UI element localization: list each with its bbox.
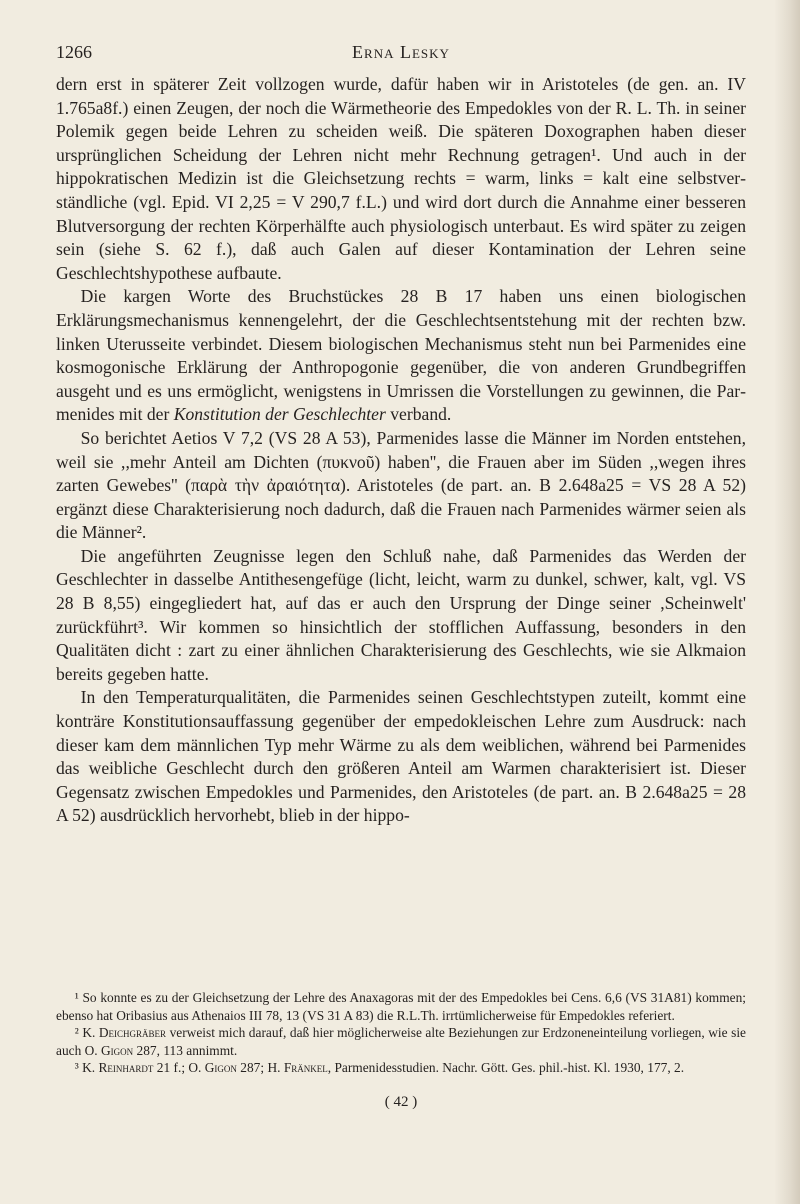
paragraph-3: So berichtet Aetios V 7,2 (VS 28 A 53), Parmenides lasse die Männer im Norden entstehen, weil sie ,,mehr Anteil am Dichten (πυκνοῦ) haben'', die Frauen aber im Süden ,,wegen ihres zarten Gewebes'' (παρὰ τὴν ἀραιότητα). Aristoteles (de part. an. B 2.648a25 = VS 28 A 52) ergänzt diese Charakterisierung noch dadurch, daß die Frauen nach Parmenides wärmer seien als die Männer². bbox=[56, 427, 746, 543]
paragraph-5: In den Temperaturqualitäten, die Parmenides seinen Geschlechtstypen zuteilt, kommt eine konträre Konstitutionsauffassung gegenüber der empedokleischen Lehre zum Ausdruck: nach dieser kam dem männlichen Typ mehr Wärme zu als dem weiblichen, während bei Parmenides das weibliche Geschlecht durch den größeren Anteil am Warmen charakterisiert ist. Dieser Gegensatz zwischen Empedokles und Parmenides, den Aristoteles (de part. an. B 2.648a25 = 28 A 52) ausdrücklich hervorhebt, blieb in der hippo- bbox=[56, 687, 746, 826]
footnotes bbox=[56, 989, 746, 1077]
footnote-2-text-b: 287, 113 annimmt. bbox=[133, 1042, 238, 1058]
footnote-3-number: ³ bbox=[74, 1060, 83, 1076]
footnote-3-author-3: H. Fränkel bbox=[267, 1060, 328, 1076]
paragraph-1: dern erst in späterer Zeit vollzogen wurde, dafür haben wir in Aristoteles (de gen. an. IV 1.765a8f.) einen Zeugen, der noch die Wärmetheorie des Empedokles von der R. L. Th. in seiner Polemik gegen beide Lehren zu scheiden weiß. Die späteren Doxographen haben dieser ursprünglichen Scheidung der Lehren nicht mehr Rechnung getragen¹. Und auch in der hippokratischen Medizin ist die Gleichsetzung rechts = warm, links = kalt eine selbstverständliche (vgl. Epid. VI 2,25 = V 290,7 f.L.) und wird dort durch die Annahme einer besseren Blutversorgung der rechten Körperhälfte auch physiologisch unterbaut. Es wird später zu zeigen sein (siehe S. 62 f.), daß auch Galen auf dieser Kontamination der Lehren seine Geschlechtshypothese aufbaute. bbox=[56, 74, 746, 283]
page bbox=[56, 0, 746, 1204]
footnote-1: ¹ So konnte es zu der Gleichsetzung der Lehre des Anaxagoras mit der des Empedokles bei Cens. 6,6 (VS 31A81) kommen; ebenso hat Oribasius aus Athenaios III 78, 13 (VS 31 A 83) die R.L.Th. irrtümlicherweise für Empedokles referiert. bbox=[56, 990, 746, 1023]
paragraph-2-italic: Konstitution der Geschlechter bbox=[173, 404, 386, 425]
footnote-2-author: K. Deichgräber bbox=[82, 1025, 167, 1041]
page-number: 1266 bbox=[56, 42, 92, 62]
footnote-3 bbox=[56, 1059, 746, 1077]
footnote-2 bbox=[56, 1024, 746, 1059]
footnote-3-author-1: K. Reinhardt bbox=[82, 1060, 154, 1076]
footnote-3-author-2: O. Gigon bbox=[188, 1060, 237, 1076]
footnote-2-number: ² bbox=[74, 1025, 83, 1041]
footnote-3-text-b: 287; bbox=[236, 1060, 268, 1076]
footnote-3-text-a: 21 f.; bbox=[153, 1060, 189, 1076]
footnote-2-text-a: verweist mich darauf, daß hier möglicherweise alte Beziehungen zur Erdzoneneinteilung vorliegen, wie sie auch bbox=[56, 1025, 746, 1058]
page-edge-shadow bbox=[774, 0, 800, 1204]
footnote-3-text-c: , Parmenidesstudien. Nachr. Gött. Ges. phil.-hist. Kl. 1930, 177, 2. bbox=[327, 1060, 685, 1076]
folio: ( 42 ) bbox=[384, 1094, 418, 1110]
paragraph-4: Die angeführten Zeugnisse legen den Schluß nahe, daß Parmenides das Werden der Geschlechter in dasselbe Antithesengefüge (licht, leicht, warm zu dunkel, schwer, kalt, vgl. VS 28 B 8,55) eingegliedert hat, auf das er auch den Ursprung der Dinge seiner ,Scheinwelt' zurückführt³. Wir kommen so hinsichtlich der stofflichen Auffassung, besonders in den Qualitäten dicht : zart zu einer ähnlichen Charakterisierung des Geschlechts, wie sie Alkmaion bereits gegeben hatte. bbox=[56, 545, 746, 684]
main-text bbox=[56, 73, 746, 828]
paragraph-2 bbox=[56, 285, 746, 427]
paragraph-2-text: Die kargen Worte des Bruchstückes 28 B 17 haben uns einen biologischen Erklärungsmechanismus kennengelehrt, der die Geschlechtsentstehung mit der rechten bzw. linken Uterusseite verbindet. Diesem biologischen Mechanismus steht nun bei Parmenides eine kosmogonische Erklärung der Anthropogonie gegenüber, die von anderen Grundbegriffen ausgeht und es uns ermöglicht, wenigstens in Umrissen die Vorstellungen zu gewinnen, die Parmenides mit der bbox=[56, 286, 746, 425]
running-title: Erna Lesky bbox=[352, 42, 450, 62]
running-header bbox=[56, 42, 746, 66]
footnote-2-author-2: O. Gigon bbox=[84, 1042, 134, 1058]
paragraph-2-end: verband. bbox=[385, 404, 452, 425]
